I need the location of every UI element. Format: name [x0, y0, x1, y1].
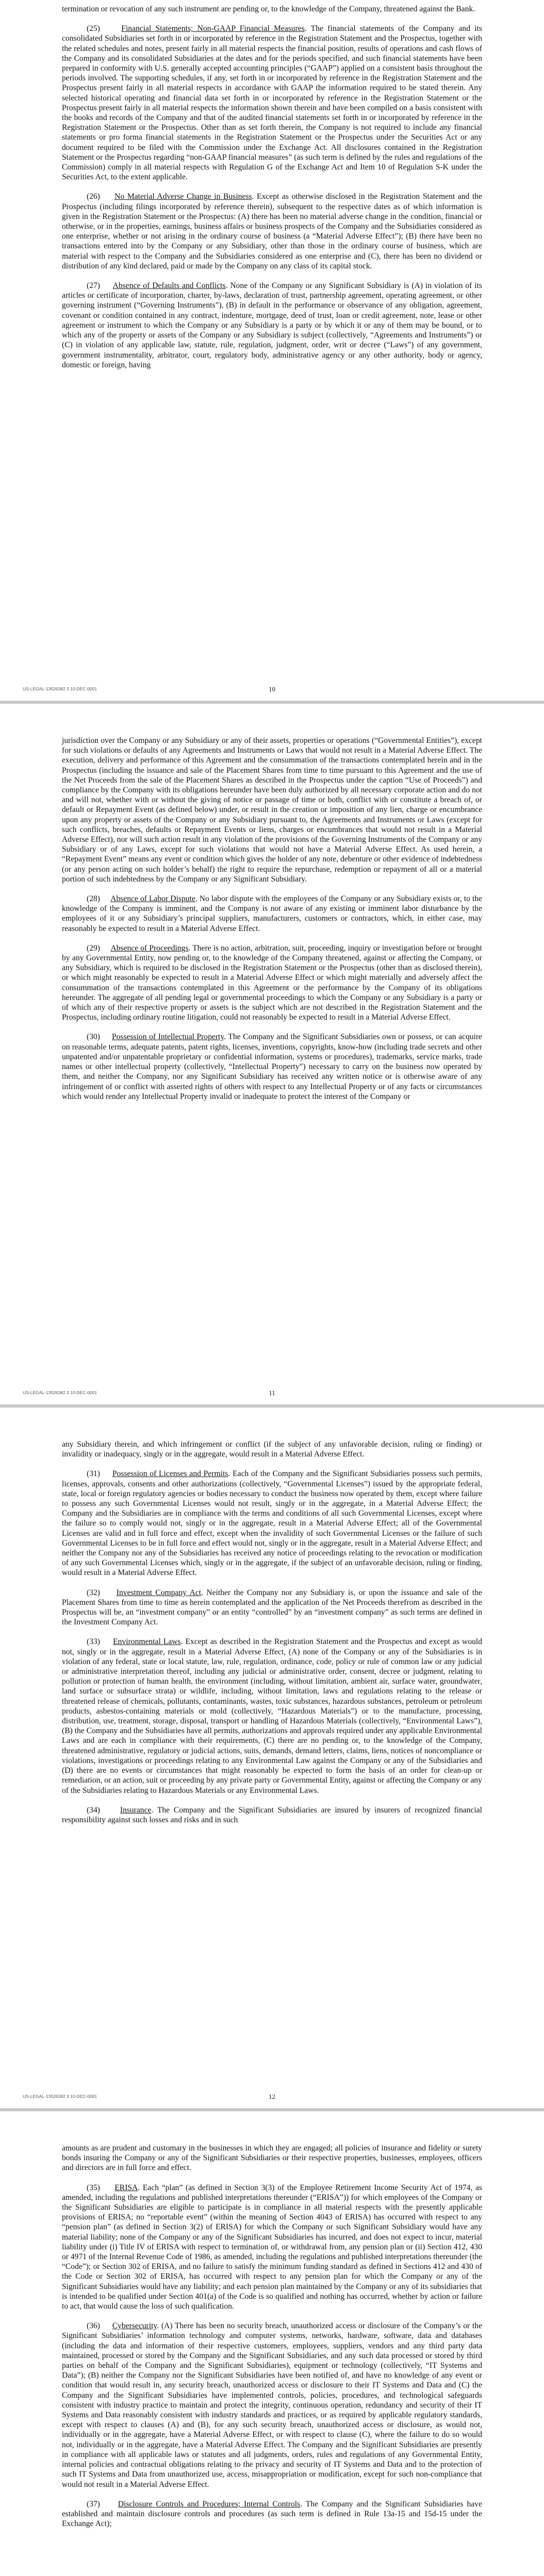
section-heading: Financial Statements; Non-GAAP Financial Measures — [121, 24, 305, 33]
paragraph — [62, 2321, 482, 2489]
page-body — [62, 1439, 482, 1825]
page-number: 12 — [269, 2093, 275, 2100]
page-footer — [23, 2093, 521, 2101]
document-page — [0, 2111, 544, 2576]
paragraph: any Subsidiary therein, and which infringement or conflict (if the subject of any unfavorable decision, ruling or finding) or invalidity or inadequacy, singly or in the aggregate, would result in a Material Adverse Effect. — [62, 1440, 482, 1459]
document-page — [0, 0, 544, 701]
document-page — [0, 704, 544, 1404]
paragraph: termination or revocation of any such instrument are pending or, to the knowledge of the Company, threatened against the Bank. — [62, 5, 475, 13]
paragraph — [62, 2183, 482, 2312]
page-body — [62, 2143, 482, 2529]
section-number: (25) — [87, 24, 100, 33]
section-heading: Cybersecurity — [112, 2321, 157, 2331]
paragraph — [62, 1032, 482, 1101]
document-id: US-LEGAL-13526382 3 10-DEC-0001 — [23, 686, 97, 691]
paragraph — [62, 943, 482, 1023]
page-body — [62, 4, 482, 370]
section-text: . The Company and the Significant Subsidiaries have established and maintain disclosure controls and procedures (as such term is defined in Rule 13a-15 and 15d-15 under the Exchange Act); — [62, 2499, 482, 2529]
section-number: (32) — [87, 1588, 100, 1597]
paragraph: amounts as are prudent and customary in the businesses in which they are engaged; all policies of insurance and fidelity or surety bonds insuring the Company or any of the Significant Subsidiaries or their respective properties, businesses, employees, officers and directors are in full force and effect. — [62, 2144, 482, 2173]
section-number: (30) — [87, 1032, 100, 1042]
section-text: . The financial statements of the Company and its consolidated Subsidiaries set forth in or incorporated by reference in the Registration Statement and the Prospectus, together with the related schedules and notes, present fairly in all material respects the financial position, results of operations and cash flows of the Company and its consolidated Subsidiaries at the dates and for the periods specified, and such financial statements have been prepared in conformity with U.S. generally accepted accounting principles (“GAAP”) applied on a consistent basis throughout the periods involved. The supporting schedules, if any, set forth in or incorporated by reference in the Registration Statement and the Prospectus present fairly in all material respects in accordance with GAAP the information required to be stated therein. Any selected historical operating and financial data set forth in or incorporated by reference in the Registration Statement or the Prospectus present fairly in all material respects the information shown therein and have been compiled on a basis consistent with the books and records of the Company and that of the audited financial statements set forth in or incorporated by reference in the Registration Statement or the Prospectus. Other than as set forth therein, the Company is not required to include any financial statements or pro forma financial statements in the Registration Statement or the Prospectus under the Securities Act or any document required to be filed with the Commission under the Exchange Act. All disclosures contained in the Registration Statement or the Prospectus regarding “non-GAAP financial measures” (as such term is defined by the rules and regulations of the Commission) comply in all material respects with Regulation G of the Exchange Act and Item 10 of Regulation S-K under the Securities Act, to the extent applicable. — [62, 24, 482, 182]
page-footer — [23, 1389, 521, 1397]
section-text: . (A) There has been no security breach, unauthorized access or disclosure of the Company’s or the Significant Subsidiaries’ information technology and computer systems, networks, hardware, software, data and databases (including the data and information of their respective customers, employees, suppliers, vendors and any third party data maintained, processed or stored by the Company and the Significant Subsidiaries, and any such data processed or stored by third parties on behalf of the Company and the Significant Subsidiaries), equipment or technology (collectively, “IT Systems and Data”); (B) neither the Company nor the Significant Subsidiaries have been notified of, and have no knowledge of any event or condition that would result in, any security breach, unauthorized access or disclosure to their IT Systems and Data and (C) the Company and the Significant Subsidiaries have implemented controls, policies, procedures, and technological safeguards consistent with industry practice to maintain and protect the integrity, continuous operation, redundancy and security of their IT Systems and Data reasonably consistent with industry standards and practices, or as required by applicable regulatory standards, except with respect to clauses (A) and (B), for any such security breach, unauthorized access or disclosure, as would not, individually or in the aggregate, have a Material Adverse Effect, or with respect to clause (C), where the failure to do so would not, individually or in the aggregate, have a Material Adverse Effect. The Company and the Significant Subsidiaries are presently in compliance with all applicable laws or statutes and all judgments, orders, rules and regulations of any Governmental Entity, internal policies and contractual obligations relating to the privacy and security of IT Systems and Data and to the protection of such IT Systems and Data from unauthorized use, access, misappropriation or modification, except for such non-compliance that would not result in a Material Adverse Effect. — [62, 2321, 482, 2489]
section-number: (36) — [87, 2321, 100, 2331]
page-body — [62, 736, 482, 1101]
page-number: 11 — [269, 1389, 275, 1397]
paragraph — [62, 2499, 482, 2529]
section-heading: Investment Company Act — [116, 1588, 202, 1597]
section-number: (26) — [87, 192, 100, 201]
section-number: (28) — [87, 894, 100, 904]
section-text: . None of the Company or any Significant Subsidiary is (A) in violation of its articles or certificate of incorporation, charter, by-laws, declaration of trust, partnership agreement, operating agreement, or other governing instrument (“Governing Instruments”), (B) in default in the performance or observance of any obligation, agreement, covenant or condition contained in any contract, indenture, mortgage, deed of trust, loan or credit agreement, note, lease or other agreement or instrument to which the Company or any Subsidiary is a party or by which it or any of them may be bound, or to which any of the property or assets of the Company or any Subsidiary is subject (collectively, “Agreements and Instruments”) or (C) in violation of any applicable law, statute, rule, regulation, judgment, order, writ or decree (“Laws”) of any government, government instrumentality, arbitrator, court, regulatory body, administrative agency or any other authority, body or agency, domestic or foreign, having — [62, 281, 482, 369]
section-text: . There is no action, arbitration, suit, proceeding, inquiry or investigation before or brought by any Governmental Entity, now pending or, to the knowledge of the Company threatened, against or affecting the Company, or any Subsidiary, which is required to be disclosed in the Registration Statement or the Prospectus (other than as disclosed therein), or which might reasonably be expected to result in a Material Adverse Effect or which might materially and adversely affect the consummation of the transactions contemplated in this Agreement or the performance by the Company of its obligations hereunder. The aggregate of all pending legal or governmental proceedings to which the Company or any Subsidiary is a party or of which any of their respective property or assets is the subject which are not described in the Registration Statement and the Prospectus, including ordinary routine litigation, could not reasonably be expected to result in a Material Adverse Effect. — [62, 943, 482, 1022]
document-id: US-LEGAL-13526382 3 10-DEC-0001 — [23, 2094, 97, 2099]
section-heading: Absence of Defaults and Conflicts — [112, 281, 226, 291]
paragraph — [62, 192, 482, 271]
paragraph — [62, 1469, 482, 1578]
section-heading: Absence of Labor Dispute — [110, 894, 195, 904]
paragraph — [62, 894, 482, 934]
section-heading: Possession of Licenses and Permits — [112, 1469, 228, 1479]
section-text: . Except as otherwise disclosed in the Registration Statement and the Prospectus (including filings incorporated by reference therein), subsequent to the respective dates as of which information is given in the Registration Statement or the Prospectus: (A) there has been no material adverse change in the condition, financial or otherwise, or in the properties, earnings, business affairs or business prospects of the Company and the Subsidiaries considered as one enterprise, whether or not arising in the ordinary course of business (a “Material Adverse Effect”); (B) there have been no transactions entered into by the Company or any Subsidiary, other than those in the ordinary course of business, which are material with respect to the Company and the Subsidiaries considered as one enterprise and (C), there has been no dividend or distribution of any kind declared, paid or made by the Company on any class of its capital stock. — [62, 192, 483, 270]
section-heading: Insurance — [120, 1805, 152, 1815]
section-heading: No Material Adverse Change in Business — [114, 192, 252, 201]
section-text: . Each of the Company and the Significant Subsidiaries possess such permits, licenses, approvals, consents and other authorizations (collectively, “Governmental Licenses”) issued by the appropriate federal, state, local or foreign regulatory agencies or bodies necessary to conduct the business now operated by them, except where failure to possess any such Governmental Licenses would not result, singly or in the aggregate, in a Material Adverse Effect; the Company and the Subsidiaries are in compliance with the terms and conditions of all such Governmental Licenses, except where the failure so to comply would not, singly or in the aggregate, result in a Material Adverse Effect; all of the Governmental Licenses are valid and in full force and effect, except when the invalidity of such Governmental Licenses or the failure of such Governmental Licenses to be in full force and effect would not, singly or in the aggregate, result in a Material Adverse Effect; and neither the Company nor any of the Subsidiaries has received any notice of proceedings relating to the revocation or modification of any such Governmental Licenses which, singly or in the aggregate, if the subject of an unfavorable decision, ruling or finding, would result in a Material Adverse Effect. — [62, 1469, 482, 1578]
document-id: US-LEGAL-13526382 3 10-DEC-0001 — [23, 1390, 97, 1395]
page-number: 10 — [269, 685, 275, 693]
page-footer — [23, 685, 521, 693]
section-number: (34) — [87, 1805, 100, 1815]
section-number: (27) — [87, 281, 100, 291]
section-heading: Disclosure Controls and Procedures; Internal Controls — [118, 2499, 301, 2509]
section-heading: Environmental Laws — [113, 1637, 181, 1647]
section-text: . No labor dispute with the employees of the Company or any Subsidiary exists or, to the knowledge of the Company is imminent, and the Company is not aware of any existing or imminent labor disturbance by the employees of it or any Subsidiary’s principal suppliers, manufacturers, customers or contractors, which, in either case, may reasonably be expected to result in a Material Adverse Effect. — [62, 894, 482, 933]
paragraph — [62, 1805, 482, 1825]
section-heading: Possession of Intellectual Property — [111, 1032, 224, 1042]
paragraph — [62, 281, 482, 370]
section-number: (29) — [87, 943, 100, 953]
paragraph: jurisdiction over the Company or any Subsidiary or any of their assets, properties or operations (“Governmental Entities”), except for such violations or defaults of any Agreements and Instruments or Laws that would not result in a Material Adverse Effect. The execution, delivery and performance of this Agreement and the consummation of the transactions contemplated herein and in the Prospectus (including the issuance and sale of the Placement Shares from time to time pursuant to this Agreement and the use of the Net Proceeds from the sale of the Placement Shares as described in the Prospectus under the caption “Use of Proceeds”) and compliance by the Company with its obligations hereunder have been duly authorized by all necessary corporate action and do not and will not, whether with or without the giving of notice or passage of time or both, conflict with or constitute a breach of, or default or Repayment Event (as defined below) under, or result in the creation or imposition of any lien, charge or encumbrance upon any property or assets of the Company or any Subsidiary pursuant to, the Agreements and Instruments or Laws (except for such conflicts, breaches, defaults or Repayment Events or liens, charges or encumbrances that would not result in a Material Adverse Effect), nor will such action result in any violation of the provisions of the Governing Instruments of the Company or any Subsidiary or of any Laws, except for such violations that would not have a Material Adverse Effect. As used herein, a “Repayment Event” means any event or condition which gives the holder of any note, debenture or other evidence of indebtedness (or any person acting on such holder’s behalf) the right to require the repurchase, redemption or repayment of all or a material portion of such indebtedness by the Company or any Significant Subsidiary. — [62, 736, 482, 884]
section-text: . Each “plan” (as defined in Section 3(3) of the Employee Retirement Income Security Act of 1974, as amended, including the regulations and published interpretations thereunder (“ERISA”)) for which employees of the Company or the Significant Subsidiaries are eligible to participate is in compliance in all material respects with the presently applicable provisions of ERISA; no “reportable event” (within the meaning of Section 4043 of ERISA) has occurred with respect to any “pension plan” (as defined in Section 3(2) of ERISA) for which the Company or such Significant Subsidiary would have any material liability; none of the Company or any of the Significant Subsidiaries has incurred, and does not expect to incur, material liability under (i) Title IV of ERISA with respect to termination of, or withdrawal from, any pension plan or (ii) Section 412, 430 or 4971 of the Internal Revenue Code of 1986, as amended, including the regulations and published interpretations thereunder (the “Code”); or Section 302 of ERISA, and no failure to satisfy the minimum funding standard as defined in Sections 412 and 430 of the Code or Section 302 of ERISA, has occurred with respect to any pension plan for which the Company or any of the Significant Subsidiaries would have any liability; and each pension plan maintained by the Company or any of its subsidiaries that is intended to be qualified under Section 401(a) of the Code is so qualified and nothing has occurred, whether by action or failure to act, that would cause the loss of such qualification. — [62, 2183, 482, 2311]
section-text: . Neither the Company nor any Subsidiary is, or upon the issuance and sale of the Placement Shares from time to time as herein contemplated and the application of the Net Proceeds therefrom as described in the Prospectus will be, an “investment company” or an entity “controlled” by an “investment company” as such terms are defined in the Investment Company Act. — [62, 1588, 482, 1627]
paragraph — [62, 24, 482, 182]
section-text: . The Company and the Significant Subsidiaries own or possess, or can acquire on reasonable terms, adequate patents, patent rights, licenses, inventions, copyrights, know-how (including trade secrets and other unpatented and/or unpatentable proprietary or confidential information, systems or procedures), trademarks, service marks, trade names or other intellectual property (collectively, “Intellectual Property”) necessary to carry on the business now operated by them, and neither the Company, nor any Significant Subsidiary has received any written notice or is otherwise aware of any infringement of or conflict with asserted rights of others with respect to any Intellectual Property or of any facts or circumstances which would render any Intellectual Property invalid or inadequate to protect the interest of the Company or — [62, 1032, 482, 1101]
section-number: (35) — [87, 2183, 100, 2192]
document-page — [0, 1408, 544, 2108]
paragraph — [62, 1588, 482, 1628]
section-number: (31) — [87, 1469, 100, 1479]
section-text: . The Company and the Significant Subsidiaries are insured by insurers of recognized financial responsibility against such losses and risks and in such — [62, 1805, 482, 1824]
paragraph — [62, 1637, 482, 1795]
section-number: (37) — [87, 2499, 100, 2509]
section-heading: Absence of Proceedings — [110, 943, 189, 953]
section-text: . Except as described in the Registration Statement and the Prospectus and except as would not, singly or in the aggregate, result in a Material Adverse Effect, (A) none of the Company or any of the Subsidiaries is in violation of any federal, state or local statute, law, rule, regulation, ordinance, code, policy or rule of common law or any judicial or administrative interpretation thereof, including any judicial or administrative order, consent, decree or judgment, relating to pollution or protection of human health, the environment (including, without limitation, ambient air, surface water, groundwater, land surface or subsurface strata) or wildlife, including, without limitation, laws and regulations relating to the release or threatened release of chemicals, pollutants, contaminants, wastes, toxic substances, hazardous substances, petroleum or petroleum products, asbestos-containing materials or mold (collectively, “Hazardous Materials”) or to the manufacture, processing, distribution, use, treatment, storage, disposal, transport or handling of Hazardous Materials (collectively, “Environmental Laws”), (B) the Company and the Subsidiaries have all permits, authorizations and approvals required under any applicable Environmental Laws and are each in compliance with their requirements, (C) there are no pending or, to the knowledge of the Company, threatened administrative, regulatory or judicial actions, suits, demands, demand letters, claims, liens, notices of noncompliance or violations, investigations or proceedings relating to any Environmental Law against the Company or any of the Subsidiaries and (D) there are no events or circumstances that might reasonably be expected to form the basis of an order for clean-up or remediation, or an action, suit or proceeding by any private party or Governmental Entity, against or affecting the Company or any of the Subsidiaries relating to Hazardous Materials or any Environmental Laws. — [62, 1637, 482, 1795]
section-heading: ERISA — [114, 2183, 138, 2192]
section-number: (33) — [87, 1637, 100, 1647]
